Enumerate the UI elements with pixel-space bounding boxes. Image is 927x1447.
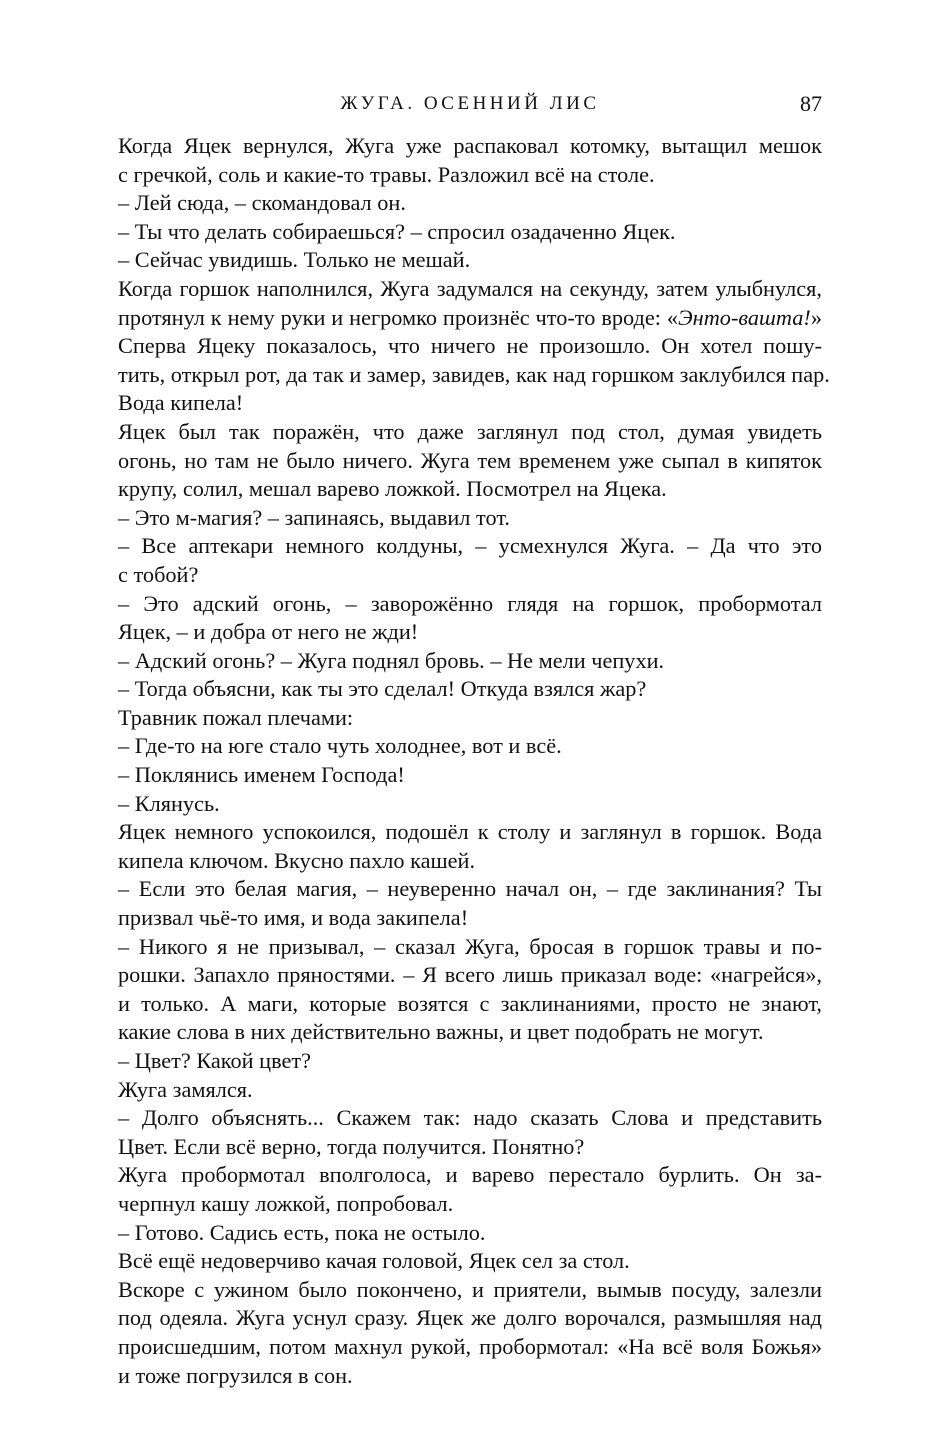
text-line [118, 161, 822, 190]
text-line [118, 475, 822, 504]
line-text: – Это адский огонь, – заворожённо глядя на горшок, пробормотал [118, 590, 822, 616]
line-text: рошки. Запахло пряностями. – Я всего лишь приказал воде: «нагрейся», [118, 962, 822, 988]
line-text: Жуга пробормотал вполголоса, и варево перестало бурлить. Он за- [118, 1162, 822, 1188]
line-text: – Ты что делать собираешься? – спросил озадаченно Яцек. [118, 218, 676, 244]
line-text: – Сейчас увидишь. Только не мешай. [118, 247, 471, 273]
text-line [118, 1304, 822, 1333]
text-line [118, 304, 822, 333]
line-text: – Где-то на юге стало чуть холоднее, вот и всё. [118, 733, 562, 759]
text-line [118, 1247, 822, 1276]
text-line [118, 675, 822, 704]
text-line [118, 732, 822, 761]
text-line [118, 1047, 822, 1076]
line-text: Яцек, – и добра от него не жди! [118, 619, 419, 645]
line-text: с тобой? [118, 561, 199, 587]
line-text: и только. А маги, которые возятся с заклинаниями, просто не знают, [118, 990, 822, 1016]
italic-phrase: Энто-вашта! [678, 304, 811, 330]
text-line [118, 389, 822, 418]
line-text: Когда горшок наполнился, Жуга задумался на секунду, затем улыбнулся, [118, 275, 822, 301]
line-text: – Готово. Садись есть, пока не остыло. [118, 1219, 486, 1245]
text-line [118, 132, 822, 161]
text-line [118, 761, 822, 790]
text-line [118, 246, 822, 275]
text-line [118, 418, 822, 447]
page-body [118, 132, 830, 1390]
text-line [118, 933, 822, 962]
text-line [118, 275, 822, 304]
text-line [118, 561, 822, 590]
line-text: под одеяла. Жуга уснул сразу. Яцек же долго ворочался, размышляя над [118, 1305, 822, 1331]
line-text: – Тогда объясни, как ты это сделал! Откуда взялся жар? [118, 676, 647, 702]
line-text: – Клянусь. [118, 790, 220, 816]
page-number: 87 [800, 91, 822, 116]
line-text: Сперва Яцеку показалось, что ничего не произошло. Он хотел пошу- [118, 333, 822, 359]
text-line [118, 618, 822, 647]
line-text: призвал чьё-то имя, и вода закипела! [118, 905, 469, 931]
text-line [118, 818, 822, 847]
line-text: – Адский огонь? – Жуга поднял бровь. – Не мели чепухи. [118, 647, 665, 673]
running-header [118, 88, 822, 120]
text-line [118, 1133, 822, 1162]
line-text: Всё ещё недоверчиво качая головой, Яцек сел за стол. [118, 1248, 630, 1274]
text-line [118, 532, 822, 561]
text-line [118, 1219, 822, 1248]
text-line [118, 361, 830, 390]
text-line [118, 1161, 822, 1190]
text-line [118, 332, 822, 361]
line-text: – Если это белая магия, – неуверенно начал он, – где заклинания? Ты [118, 876, 822, 902]
line-text: Когда Яцек вернулся, Жуга уже распаковал котомку, вытащил мешок [118, 133, 822, 158]
text-line [118, 447, 822, 476]
line-text: огонь, но там не было ничего. Жуга тем временем уже сыпал в кипяток [118, 447, 822, 473]
text-line [118, 904, 822, 933]
text-line [118, 1018, 822, 1047]
line-text: – Поклянись именем Господа! [118, 762, 405, 788]
text-line [118, 504, 822, 533]
text-line [118, 1104, 822, 1133]
line-text: Яцек был так поражён, что даже заглянул под стол, думая увидеть [118, 418, 822, 444]
line-text: – Лей сюда, – скомандовал он. [118, 190, 406, 216]
line-text: крупу, солил, мешал варево ложкой. Посмотрел на Яцека. [118, 476, 667, 502]
line-text: – Это м-магия? – запинаясь, выдавил тот. [118, 504, 510, 530]
text-line [118, 218, 822, 247]
line-text: тить, открыл рот, да так и замер, завидев, как над горшком заклубился пар. [118, 361, 830, 387]
line-text: Травник пожал плечами: [118, 704, 354, 730]
text-line [118, 990, 822, 1019]
line-text: – Никого я не призывал, – сказал Жуга, бросая в горшок травы и по- [118, 933, 822, 959]
text-line [118, 1362, 822, 1391]
closing-quote: » [810, 304, 822, 330]
line-text: с гречкой, соль и какие-то травы. Разложил всё на столе. [118, 161, 655, 187]
line-text: – Цвет? Какой цвет? [118, 1048, 312, 1073]
text-line [118, 961, 822, 990]
text-line [118, 847, 822, 876]
text-line [118, 1190, 822, 1219]
text-line [118, 875, 822, 904]
text-line [118, 704, 822, 733]
line-text: протянул к нему руки и негромко произнёс что-то вроде: « [118, 304, 679, 330]
line-text: и тоже погрузился в сон. [118, 1362, 353, 1388]
line-text: Жуга замялся. [118, 1076, 253, 1102]
running-title: ЖУГА. ОСЕННИЙ ЛИС [340, 93, 600, 114]
line-text: Вода кипела! [118, 390, 244, 416]
text-line [118, 647, 822, 676]
text-line [118, 1076, 822, 1105]
line-text: Вскоре с ужином было покончено, и приятели, вымыв посуду, залезли [118, 1276, 822, 1302]
text-line [118, 590, 822, 619]
text-line [118, 1333, 822, 1362]
line-text: происшедшим, потом махнул рукой, пробормотал: «На всё воля Божья» [118, 1333, 822, 1359]
text-line [118, 1276, 822, 1305]
line-text: какие слова в них действительно важны, и цвет подобрать не могут. [118, 1019, 764, 1045]
line-text: Цвет. Если всё верно, тогда получится. Понятно? [118, 1133, 585, 1159]
line-text: кипела ключом. Вкусно пахло кашей. [118, 847, 476, 873]
text-line [118, 790, 822, 819]
line-text: черпнул кашу ложкой, попробовал. [118, 1190, 454, 1216]
text-line [118, 189, 822, 218]
line-text: – Долго объяснять... Скажем так: надо сказать Слова и представить [118, 1105, 822, 1131]
line-text: – Все аптекари немного колдуны, – усмехнулся Жуга. – Да что это [118, 533, 822, 559]
line-text: Яцек немного успокоился, подошёл к столу и заглянул в горшок. Вода [118, 819, 822, 845]
